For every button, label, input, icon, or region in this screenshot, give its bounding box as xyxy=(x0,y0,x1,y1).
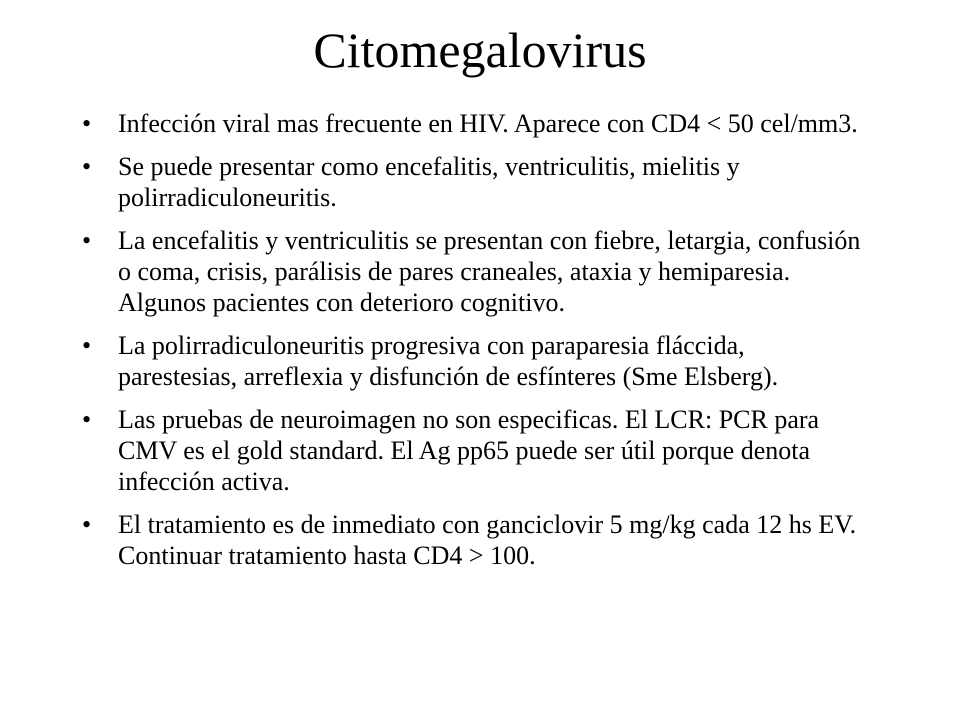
slide-title: Citomegalovirus xyxy=(313,22,647,78)
bullet-dot-icon: • xyxy=(82,510,92,539)
bullet-text: Se puede presentar como encefalitis, ventriculitis, mielitis y polirradiculoneuritis. xyxy=(118,152,740,212)
bullet-dot-icon: • xyxy=(82,226,92,255)
bullet-item xyxy=(82,225,862,318)
bullet-dot-icon: • xyxy=(82,405,92,434)
bullet-text: La polirradiculoneuritis progresiva con paraparesia fláccida, parestesias, arreflexia y disfunción de esfínteres (Sme Elsberg). xyxy=(118,331,779,391)
bullet-text: La encefalitis y ventriculitis se presentan con fiebre, letargia, confusión o coma, crisis, parálisis de pares craneales, ataxia y hemiparesia. Algunos pacientes con deterioro cognitivo. xyxy=(118,226,861,317)
bullet-text: Infección viral mas frecuente en HIV. Aparece con CD4 < 50 cel/mm3. xyxy=(118,109,858,138)
bullet-item xyxy=(82,108,862,139)
bullet-item xyxy=(82,151,862,213)
bullet-item xyxy=(82,404,862,497)
bullet-text: El tratamiento es de inmediato con ganciclovir 5 mg/kg cada 12 hs EV. Continuar tratamiento hasta CD4 > 100. xyxy=(118,510,857,570)
bullet-item xyxy=(82,330,862,392)
bullet-item xyxy=(82,509,862,571)
bullet-dot-icon: • xyxy=(82,109,92,138)
bullet-text: Las pruebas de neuroimagen no son especificas. El LCR: PCR para CMV es el gold standard. El Ag pp65 puede ser útil porque denota infección activa. xyxy=(118,405,820,496)
bullet-dot-icon: • xyxy=(82,331,92,360)
bullet-dot-icon: • xyxy=(82,152,92,181)
bullet-list xyxy=(82,108,862,583)
